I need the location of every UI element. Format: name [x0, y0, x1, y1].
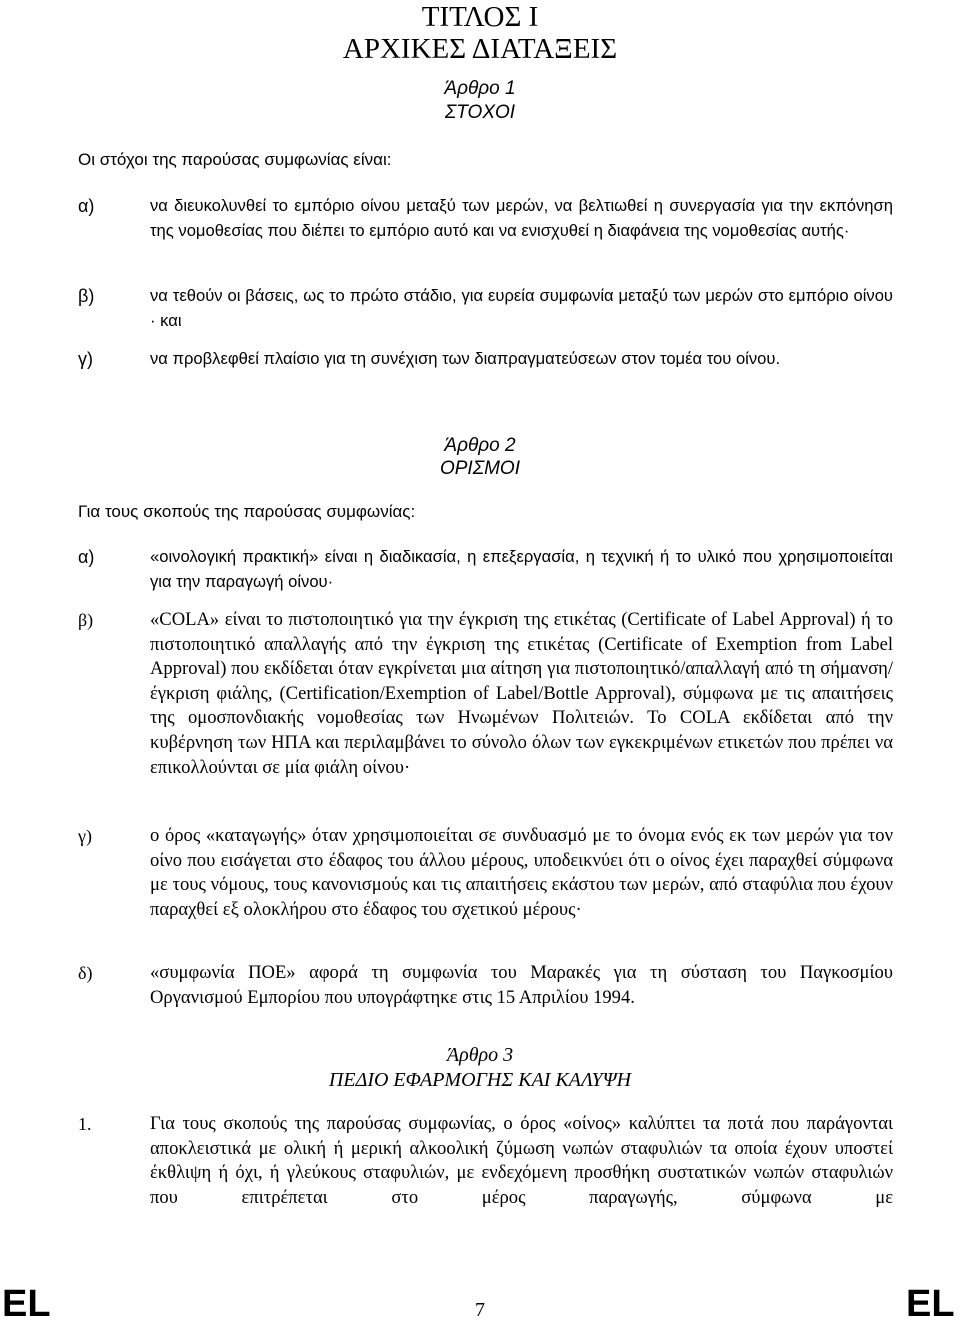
article-2-number: Άρθρο 2	[444, 435, 516, 456]
article-2-item-text: ο όρος «καταγωγής» όταν χρησιμοποιείται σε συνδυασμό με το όνομα ενός εκ των μερών για τον οίνο που εισάγεται στο έδαφος του άλλου μέρους, υποδεικνύει ότι ο οίνος έχει παραχθεί σύμφωνα με τους νόμους, τους κανονισμούς και τις απαιτήσεις εκάστου των μερών, από σταφύλια που έχουν παραχθεί εξ ολοκλήρου στο έδαφος του σχετικού μέρους·	[150, 825, 893, 920]
article-3-item-label: 1.	[78, 1114, 92, 1134]
article-1-item-text: να προβλεφθεί πλαίσιο για τη συνέχιση των διαπραγματεύσεων στον τομέα του οίνου.	[150, 349, 781, 368]
article-2-item-text: «COLA» είναι το πιστοποιητικό για την έγκριση της ετικέτας (Certificate of Label Approval) ή το πιστοποιητικό απαλλαγής από την έγκριση της ετικέτας (Certificate of Exemption from Label Approval) που εκδίδεται όταν εγκρίνεται μια αίτηση για πιστοποιητικό/απαλλαγή από τη σήμανση/έγκριση φιάλης, (Certification/Exemption of Label/Bottle Approval), σύμφωνα με τις απαιτήσεις της ομοσπονδιακής νομοθεσίας των Ηνωμένων Πολιτειών. Το COLA εκδίδεται από την κυβέρνηση των ΗΠΑ και περιλαμβάνει το σύνολο όλων των εγκεκριμένων ετικετών που πρέπει να επικολλούνται σε μία φιάλη οίνου·	[150, 609, 893, 778]
article-2-item-text: «συμφωνία ΠΟΕ» αφορά τη συμφωνία του Μαρακές για τη σύσταση του Παγκοσμίου Οργανισμού Εμπορίου που υπογράφτηκε στις 15 Απριλίου 1994.	[150, 962, 893, 1008]
article-2-intro: Για τους σκοπούς της παρούσας συμφωνίας:	[78, 502, 416, 521]
article-2-item-label: γ)	[78, 826, 92, 846]
article-1-item-text: να διευκολυνθεί το εμπόριο οίνου μεταξύ των μερών, να βελτιωθεί η συνεργασία για την εκπόνηση της νομοθεσίας που διέπει το εμπόριο αυτό και να ενισχυθεί η διαφάνεια της νομοθεσίας αυτής·	[150, 196, 893, 240]
article-1-item-text: να τεθούν οι βάσεις, ως το πρώτο στάδιο, για ευρεία συμφωνία μεταξύ των μερών στο εμπόριο οίνου · και	[150, 286, 893, 330]
article-1-number: Άρθρο 1	[444, 78, 516, 99]
article-2-item-text: «οινολογική πρακτική» είναι η διαδικασία, η επεξεργασία, η τεχνική ή το υλικό που χρησιμοποιείται για την παραγωγή οίνου·	[150, 547, 893, 591]
article-1-item-label: α)	[78, 196, 95, 216]
article-1-item-label: γ)	[78, 349, 93, 369]
article-1-intro: Οι στόχοι της παρούσας συμφωνίας είναι:	[78, 150, 392, 169]
footer-language-code-right: EL	[906, 1283, 955, 1325]
article-2-item-label: β)	[78, 610, 94, 630]
article-1-item-label: β)	[78, 286, 95, 306]
article-3-heading: ΠΕΔΙΟ ΕΦΑΡΜΟΓΗΣ ΚΑΙ ΚΑΛΥΨΗ	[328, 1069, 632, 1091]
title-line-1: ΤΙΤΛΟΣ Ι	[421, 1, 539, 33]
article-1-heading: ΣΤΟΧΟΙ	[444, 102, 516, 123]
article-2-item-label: δ)	[78, 963, 93, 983]
page-number: 7	[475, 1299, 485, 1321]
article-2-heading: ΟΡΙΣΜΟΙ	[439, 458, 520, 479]
article-3-number: Άρθρο 3	[446, 1044, 514, 1066]
footer-language-code-left: EL	[2, 1283, 51, 1325]
article-3-item-text: Για τους σκοπούς της παρούσας συμφωνίας, ο όρος «οίνος» καλύπτει τα ποτά που παράγονται αποκλειστικά με ολική ή μερική αλκοολική ζύμωση νωπών σταφυλιών τα οποία έχουν υποστεί έκθλιψη ή όχι, ή γλεύκους σταφυλιών, με ενδεχόμενη προσθήκη συστατικών νωπών σταφυλιών που επιτρέπεται στο μέρος παραγωγής, σύμφωνα με	[150, 1113, 893, 1208]
title-line-2: ΑΡΧΙΚΕΣ ΔΙΑΤΑΞΕΙΣ	[342, 33, 618, 65]
article-2-item-label: α)	[78, 547, 95, 567]
